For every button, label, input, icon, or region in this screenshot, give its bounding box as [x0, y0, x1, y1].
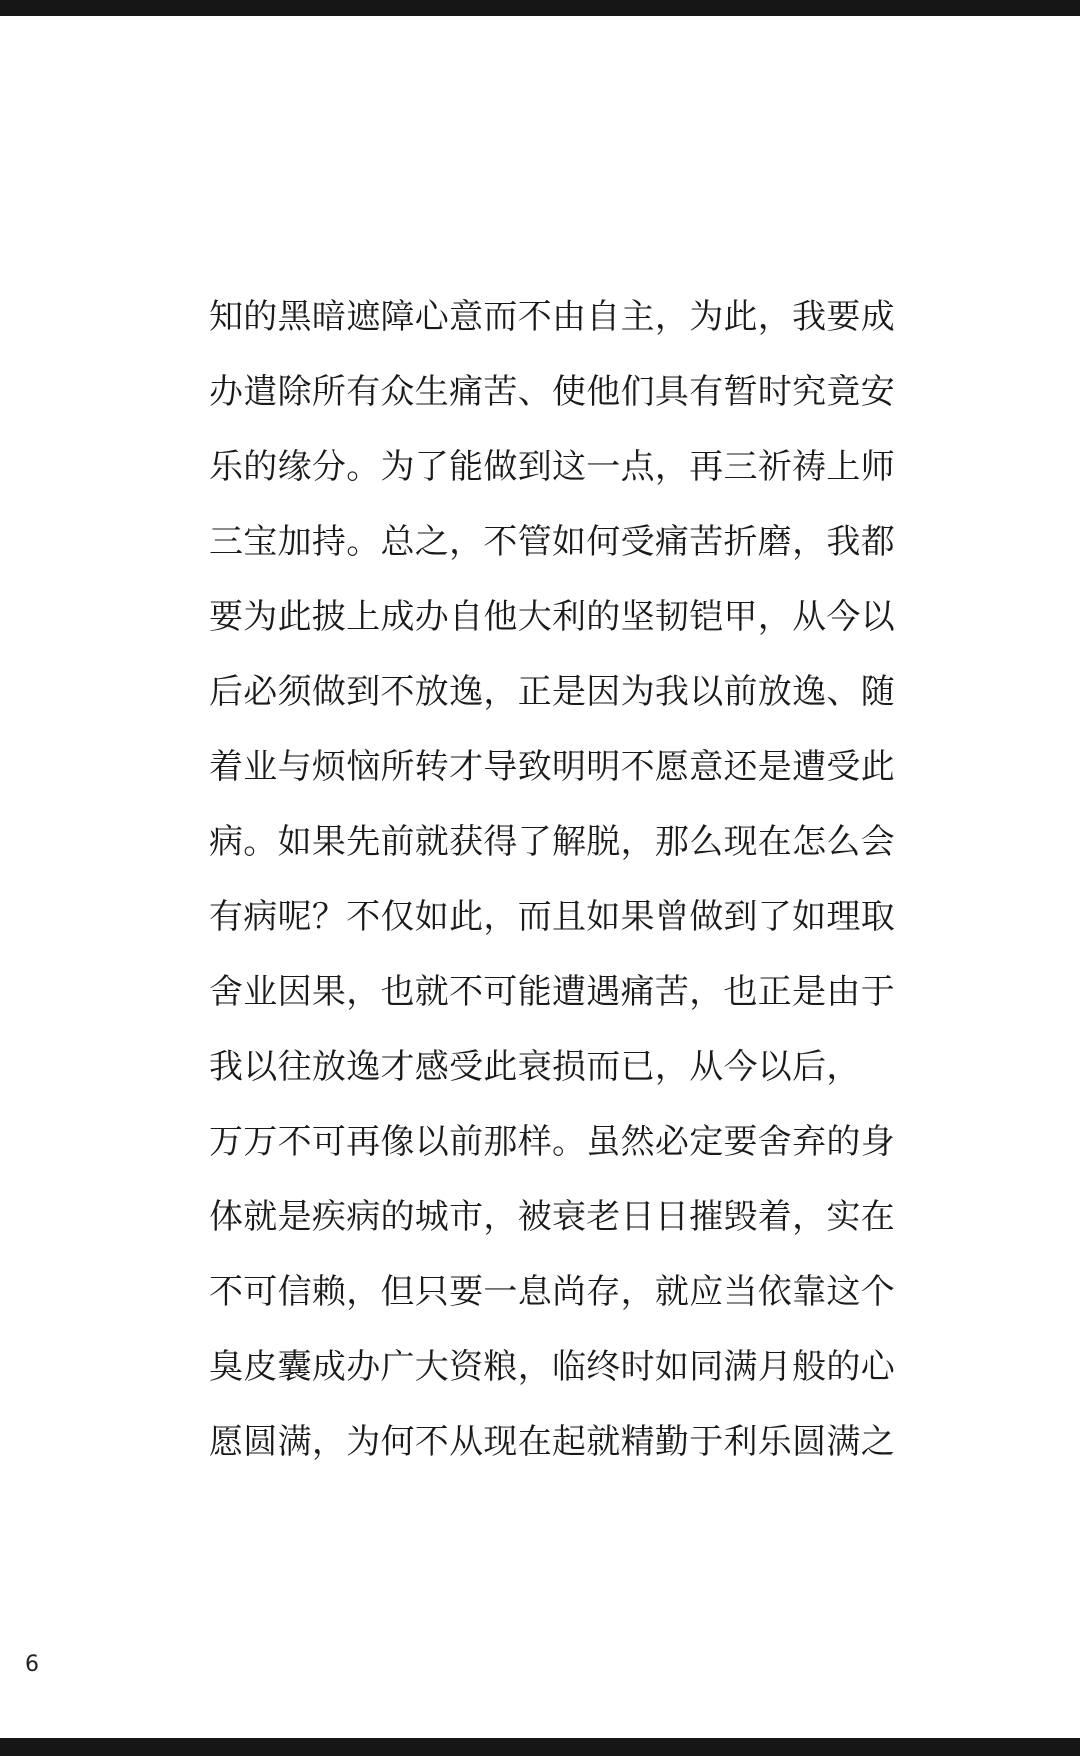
- text-line: 后必须做到不放逸，正是因为我以前放逸、随: [209, 672, 895, 712]
- text-line: 体就是疾病的城市，被衰老日日摧毁着，实在: [209, 1197, 895, 1237]
- text-line: 不可信赖，但只要一息尚存，就应当依靠这个: [209, 1272, 895, 1312]
- text-line: 办遣除所有众生痛苦、使他们具有暂时究竟安: [209, 372, 895, 412]
- text-line: 乐的缘分。为了能做到这一点，再三祈祷上师: [209, 447, 895, 487]
- page-number: 6: [25, 1652, 39, 1677]
- bottom-bar: [0, 1738, 1080, 1756]
- document-page: [0, 16, 1080, 1738]
- text-line: 万万不可再像以前那样。虽然必定要舍弃的身: [209, 1122, 895, 1162]
- text-line: 我以往放逸才感受此衰损而已，从今以后，: [209, 1047, 861, 1087]
- text-line: 知的黑暗遮障心意而不由自主，为此，我要成: [209, 297, 895, 337]
- text-body: [209, 280, 909, 1480]
- text-line: 舍业因果，也就不可能遭遇痛苦，也正是由于: [209, 972, 895, 1012]
- text-line: 愿圆满，为何不从现在起就精勤于利乐圆满之: [209, 1422, 895, 1462]
- text-line: 病。如果先前就获得了解脱，那么现在怎么会: [209, 822, 895, 862]
- text-line: 臭皮囊成办广大资粮，临终时如同满月般的心: [209, 1347, 895, 1387]
- top-bar: [0, 0, 1080, 16]
- text-line: 三宝加持。总之，不管如何受痛苦折磨，我都: [209, 522, 895, 562]
- text-line: 着业与烦恼所转才导致明明不愿意还是遭受此: [209, 747, 895, 787]
- text-line: 要为此披上成办自他大利的坚韧铠甲，从今以: [209, 597, 895, 637]
- text-line: 有病呢？不仅如此，而且如果曾做到了如理取: [209, 897, 895, 937]
